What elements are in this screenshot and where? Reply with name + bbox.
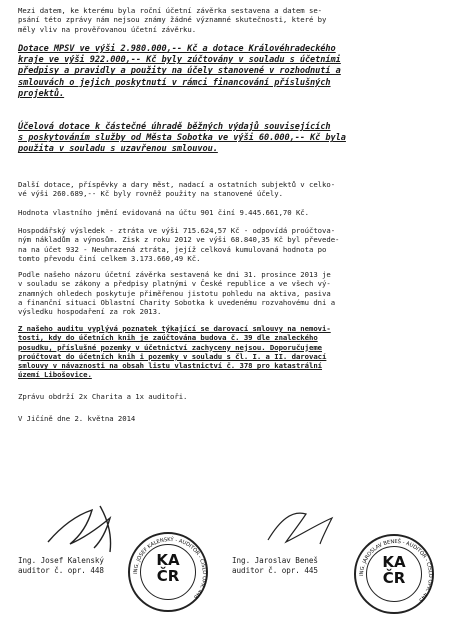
stamp-logo-bottom: ČR — [382, 569, 406, 587]
stamp-logo-right — [370, 554, 418, 586]
paragraph-distribution — [18, 392, 438, 401]
text-line: tomto převodu činí celkem 3.173.660,49 Kč. — [18, 253, 201, 263]
text-line: Další dotace, příspěvky a dary měst, nadací a ostatních subjektů v celko- — [18, 180, 336, 189]
auditor-name-right: Ing. Jaroslav Beneš — [232, 556, 318, 565]
text-line: posudku, příslušné pozemky v účetnictví zachyceny nejsou. Doporučujeme — [18, 342, 323, 352]
signature-block-left — [18, 556, 104, 576]
paragraph-audit-opinion — [18, 270, 438, 316]
text-line: Podle našeho názoru účetní závěrka sestavená ke dni 31. prosince 2013 je — [18, 270, 331, 279]
signature-block-right — [232, 556, 318, 576]
text-line: Dotace MPSV ve výši 2.980.000,-- Kč a dotace Královéhradeckého — [18, 44, 336, 54]
stamp-ring-text: ING. JOSEF KALENSKÝ - AUDITOR - ČÍSLO OPR. 448 — [132, 536, 208, 600]
signature-left-handwritten — [40, 498, 140, 558]
auditor-stamp-right — [354, 534, 434, 614]
text-line: Hodnota vlastního jmění evidovaná na účtu 901 činí 9.445.661,70 Kč. — [18, 208, 309, 217]
stamp-logo-top: KA — [382, 553, 406, 571]
paragraph-subsequent-events — [18, 6, 438, 34]
paragraph-audit-finding — [18, 324, 438, 380]
text-line: znamných ohledech poskytuje přiměřenou jistotu pohledu na aktiva, pasiva — [18, 288, 331, 298]
paragraph-equity — [18, 208, 438, 217]
text-line: Hospodářský výsledek - ztráta ve výši 715.624,57 Kč - odpovídá proúčtova- — [18, 226, 336, 235]
stamp-ring-text: ING. JAROSLAV BENEŠ - AUDITOR - ČÍSLO OPR. 445 — [358, 538, 434, 603]
text-line: projektů. — [18, 88, 65, 99]
auditor-stamp-left — [128, 532, 208, 612]
text-line: smlouvách o jejich poskytnutí v rámci financování příslušných — [18, 77, 331, 88]
text-line: výsledku hospodaření za rok 2013. — [18, 307, 162, 317]
paragraph-mpsv-subsidy — [18, 44, 438, 100]
text-line: použita v souladu s uzavřenou smlouvou. — [18, 144, 218, 155]
paragraph-sobotka-subsidy — [18, 122, 438, 156]
text-line: měly vliv na prověřovanou účetní závěrku. — [18, 24, 197, 34]
text-line: Zprávu obdrží 2x Charita a 1x auditoři. — [18, 392, 188, 401]
text-line: smlouvy v návaznosti na obsah listu vlastnictví č. 378 pro katastrální — [18, 361, 323, 371]
text-line: ným nákladům a výnosům. Zisk z roku 2012 ve výši 68.840,35 Kč byl převede- — [18, 235, 340, 245]
text-line: Z našeho auditu vyplývá poznatek týkající se darovací smlouvy na nemovi- — [18, 324, 331, 333]
text-line: vé výši 260.689,-- Kč byly rovněž použity na stanovené účely. — [18, 189, 283, 199]
text-line: Účelová dotace k částečné úhradě běžných výdajů souvisejících — [18, 122, 331, 132]
auditor-role-left: auditor č. opr. 448 — [18, 566, 104, 575]
text-line: a finanční situaci Oblastní Charity Sobotka k uvedenému rozvahovému dni a — [18, 297, 336, 307]
auditor-name-left: Ing. Josef Kalenský — [18, 556, 104, 565]
text-line: Mezi datem, ke kterému byla roční účetní závěrka sestavena a datem se- — [18, 6, 323, 15]
auditor-role-right: auditor č. opr. 445 — [232, 566, 318, 575]
text-line: v souladu se zákony a předpisy platnými v České republice a ve všech vý- — [18, 279, 331, 289]
text-line: kraje ve výši 922.000,-- Kč byly zúčtovány v souladu s účetními — [18, 55, 341, 66]
stamp-logo-bottom: ČR — [156, 567, 180, 585]
text-line: psání této zprávy nám nejsou známy žádné významné skutečnosti, které by — [18, 15, 327, 25]
signature-right-handwritten — [262, 500, 352, 550]
stamp-logo-top: KA — [156, 551, 180, 569]
stamp-logo-left — [144, 552, 192, 584]
text-line: předpisy a pravidly a použity na účely stanovené v rozhodnutí a — [18, 66, 341, 77]
text-line: tosti, kdy do účetních knih je zaúčtována budova č. 39 dle znaleckého — [18, 333, 318, 343]
text-line: V Jičíně dne 2. května 2014 — [18, 414, 136, 423]
paragraph-place-date — [18, 414, 438, 423]
text-line: území Libošovice. — [18, 370, 92, 380]
text-line: proúčtovat do účetních knih i pozemky v souladu s čl. I. a II. darovací — [18, 351, 327, 361]
paragraph-economic-result — [18, 226, 438, 263]
paragraph-other-grants — [18, 180, 438, 199]
text-line: na na účet 932 - Neuhrazená ztráta, jejíž celková kumulovaná hodnota po — [18, 244, 327, 254]
text-line: s poskytováním služby od Města Sobotka ve výši 60.000,-- Kč byla — [18, 133, 346, 144]
